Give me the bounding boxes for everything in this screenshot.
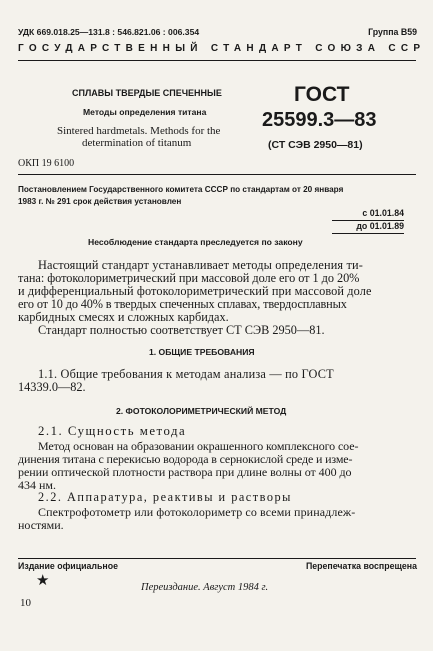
intro-line6: Стандарт полностью соответствует СТ СЭВ 2950—81. <box>38 323 325 337</box>
section2-p-line3: рении оптической плотности раствора при длине волны от 400 до <box>18 465 352 479</box>
title-en-line1: Sintered hardmetals. Methods for the <box>57 125 221 137</box>
page-number: 10 <box>20 597 31 609</box>
decree-line2: 1983 г. № 291 срок действия установлен <box>18 197 182 206</box>
okp-rule <box>18 174 416 175</box>
section2-p-line4: 434 нм. <box>18 478 57 492</box>
validity-to: до 01.01.89 <box>356 221 404 231</box>
title-main: СПЛАВЫ ТВЕРДЫЕ СПЕЧЕННЫЕ <box>72 88 222 98</box>
intro-line4: его от 10 до 40% в твердых спеченных сплавах, твердосплавных <box>18 297 347 311</box>
footer-rule <box>18 558 416 559</box>
validity-underline <box>332 233 404 234</box>
header-rule <box>18 60 416 61</box>
section1-p1-line2: 14339.0—82. <box>18 380 86 394</box>
decree-line1: Постановлением Государственного комитета СССР по стандартам от 20 января <box>18 185 344 194</box>
section1-p1-line1: 1.1. Общие требования к методам анализа — по ГОСТ <box>38 367 334 381</box>
reprint-notice: Перепечатка воспрещена <box>305 561 417 571</box>
section2-p2-line2: ностями. <box>18 518 64 532</box>
intro-line3: и дифференциальный фотоколориметрический при массовой доле <box>18 284 372 298</box>
udk-code: УДК 669.018.25—131.8 : 546.821.06 : 006.354 <box>18 27 200 37</box>
state-standard-banner: ГОСУДАРСТВЕННЫЙ СТАНДАРТ СОЮЗА ССР <box>18 43 426 54</box>
section1-heading: 1. ОБЩИЕ ТРЕБОВАНИЯ <box>149 347 255 357</box>
gost-number: 25599.3—83 <box>262 109 377 131</box>
official-edition: Издание официальное <box>18 561 118 571</box>
validity-from: с 01.01.84 <box>362 208 404 218</box>
section2-p2-line1: Спектрофотометр или фотоколориметр со всеми принадлеж- <box>38 505 356 519</box>
section2-sub2: 2.2. Аппаратура, реактивы и растворы <box>38 490 292 504</box>
star-icon: ★ <box>36 573 50 589</box>
intro-line2: тана: фотоколориметрический при массовой доле его от 1 до 20% <box>18 271 360 285</box>
intro-line1: Настоящий стандарт устанавливает методы определения ти- <box>38 258 363 272</box>
gost-label: ГОСТ <box>294 83 350 106</box>
okp-code: ОКП 19 6100 <box>18 158 75 169</box>
sev-reference: (СТ СЭВ 2950—81) <box>268 139 363 151</box>
intro-line5: карбидных смесях и сложных карбидах. <box>18 310 229 324</box>
section2-sub1: 2.1. Сущность метода <box>38 424 187 438</box>
title-en-line2: determination of titanum <box>82 137 192 149</box>
reissue-note: Переиздание. Август 1984 г. <box>141 582 269 593</box>
group-code: Группа В59 <box>368 27 417 37</box>
section2-heading: 2. ФОТОКОЛОРИМЕТРИЧЕСКИЙ МЕТОД <box>116 406 287 416</box>
title-sub: Методы определения титана <box>83 107 207 117</box>
section2-p-line1: Метод основан на образовании окрашенного комплексного сое- <box>38 439 359 453</box>
section2-p-line2: динения титана с перекисью водорода в сернокислой среде и изме- <box>18 452 353 466</box>
legal-notice: Несоблюдение стандарта преследуется по закону <box>88 237 303 247</box>
